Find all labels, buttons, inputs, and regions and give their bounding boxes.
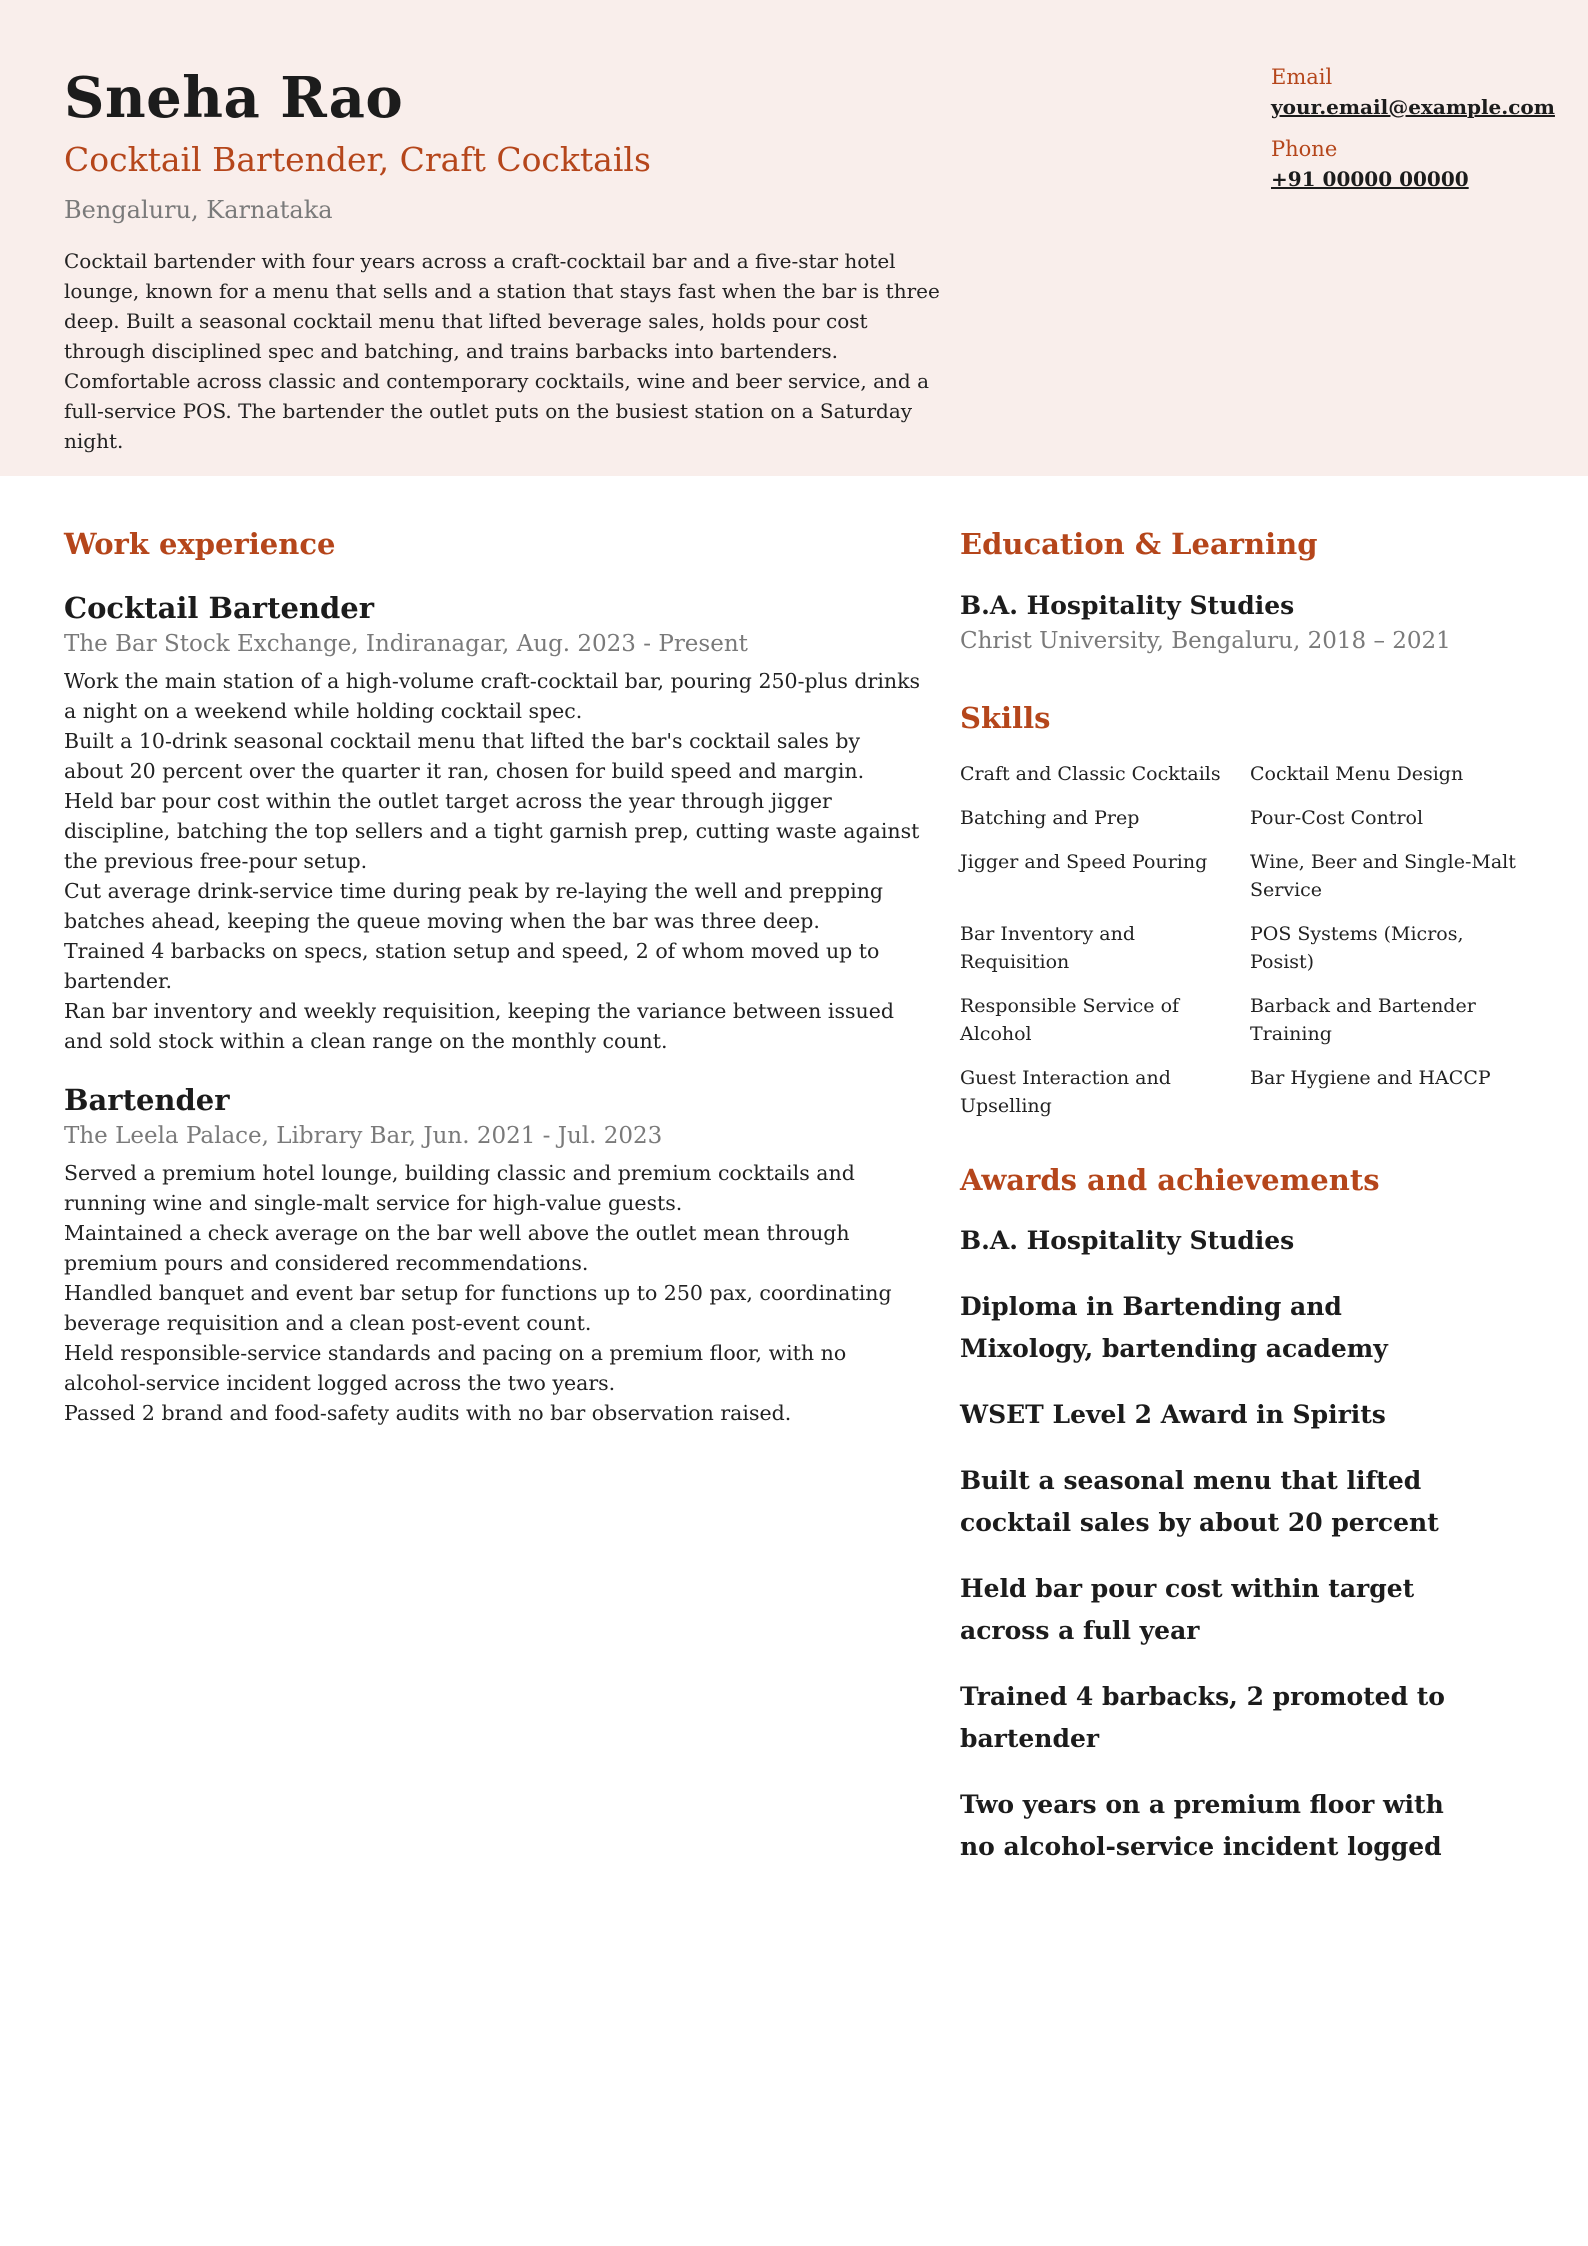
skill-item: Jigger and Speed Pouring (960, 851, 1208, 873)
job-title: Bartender (64, 1083, 230, 1117)
job-entry (64, 1080, 924, 1428)
awards-heading: Awards and achievements (960, 1163, 1380, 1197)
education-heading: Education & Learning (960, 527, 1318, 561)
awards-section (960, 1160, 1560, 1868)
job-bullet: Cut average drink-service time during peak by re-laying the well and prepping batches ahead, keeping the queue moving when the bar was three deep. (64, 879, 884, 933)
job-bullet: Work the main station of a high-volume craft-cocktail bar, pouring 250-plus drinks a night on a weekend while holding cocktail spec. (64, 669, 921, 723)
skill-item: Craft and Classic Cocktails (960, 763, 1221, 785)
award-item: WSET Level 2 Award in Spirits (960, 1400, 1386, 1429)
job-bullet: Maintained a check average on the bar well above the outlet mean through premium pours and considered recommendations. (64, 1221, 850, 1275)
job-bullet: Ran bar inventory and weekly requisition, keeping the variance between issued and sold stock within a clean range on the monthly count. (64, 999, 894, 1053)
contact-block (1271, 62, 1571, 206)
job-entry (64, 588, 924, 1056)
experience-section (64, 524, 924, 1428)
email-label: Email (1271, 65, 1333, 89)
candidate-name: Sneha Rao (64, 65, 404, 131)
phone-label: Phone (1271, 137, 1338, 161)
job-title: Cocktail Bartender (64, 591, 375, 625)
candidate-location: Bengaluru, Karnataka (64, 196, 333, 224)
header-band (0, 0, 1588, 476)
job-bullet: Built a 10-drink seasonal cocktail menu that lifted the bar's cocktail sales by about 20 percent over the quarter it ran, chosen for build speed and margin. (64, 729, 865, 783)
skills-heading: Skills (960, 701, 1051, 735)
job-bullet: Held responsible-service standards and pacing on a premium floor, with no alcohol-service incident logged across the two years. (64, 1341, 847, 1395)
degree-school: Christ University, Bengaluru, 2018 – 2021 (960, 628, 1451, 654)
sidebar-column (960, 524, 1560, 1892)
award-item: Held bar pour cost within target across a full year (960, 1574, 1415, 1645)
job-meta: The Bar Stock Exchange, Indiranagar, Aug. 2023 - Present (64, 631, 748, 657)
award-item: Trained 4 barbacks, 2 promoted to bartender (960, 1682, 1445, 1753)
education-section (960, 524, 1560, 658)
job-bullet: Handled banquet and event bar setup for functions up to 250 pax, coordinating beverage requisition and a clean post-event count. (64, 1281, 892, 1335)
phone-link[interactable]: +91 00000 00000 (1271, 167, 1469, 191)
job-bullet: Trained 4 barbacks on specs, station setup and speed, 2 of whom moved up to bartender. (64, 939, 880, 993)
experience-heading: Work experience (64, 527, 336, 561)
job-bullet: Held bar pour cost within the outlet target across the year through jigger discipline, batching the top sellers and a tight garnish prep, cutting waste against the previous free-pour setup. (64, 789, 920, 873)
job-meta: The Leela Palace, Library Bar, Jun. 2021 - Jul. 2023 (64, 1123, 663, 1149)
job-bullet: Passed 2 brand and food-safety audits with no bar observation raised. (64, 1401, 792, 1425)
profile-summary: Cocktail bartender with four years across a craft-cocktail bar and a five-star hotel lounge, known for a menu that sells and a station that stays fast when the bar is three deep. Built a seasonal cocktail menu that lifted beverage sales, holds pour cost through disciplined spec and batching, and trains barbacks into bartenders. Comfortable across classic and contemporary cocktails, wine and beer service, and a full-service POS. The bartender the outlet puts on the busiest station on a Saturday night. (64, 249, 940, 453)
email-link[interactable]: your.email@example.com (1271, 95, 1555, 119)
job-bullet: Served a premium hotel lounge, building classic and premium cocktails and running wine and single-malt service for high-value guests. (64, 1161, 855, 1215)
degree-title: B.A. Hospitality Studies (960, 591, 1295, 620)
skill-item: Bar Inventory and Requisition (960, 923, 1136, 973)
award-item: Built a seasonal menu that lifted cocktail sales by about 20 percent (960, 1466, 1439, 1537)
skill-item: Barback and Bartender Training (1250, 995, 1476, 1045)
skill-item: Cocktail Menu Design (1250, 763, 1464, 785)
award-item: Diploma in Bartending and Mixology, bartending academy (960, 1292, 1388, 1363)
skill-item: Batching and Prep (960, 807, 1140, 829)
award-item: Two years on a premium floor with no alcohol-service incident logged (960, 1790, 1444, 1861)
skills-section (960, 698, 1560, 1120)
skill-item: POS Systems (Micros, Posist) (1250, 923, 1464, 973)
candidate-role: Cocktail Bartender, Craft Cocktails (64, 140, 651, 179)
skills-grid (960, 760, 1560, 1120)
skill-item: Wine, Beer and Single-Malt Service (1250, 851, 1516, 901)
award-item: B.A. Hospitality Studies (960, 1226, 1295, 1255)
skill-item: Pour-Cost Control (1250, 807, 1424, 829)
skill-item: Bar Hygiene and HACCP (1250, 1067, 1491, 1089)
skill-item: Guest Interaction and Upselling (960, 1067, 1171, 1117)
skill-item: Responsible Service of Alcohol (960, 995, 1180, 1045)
